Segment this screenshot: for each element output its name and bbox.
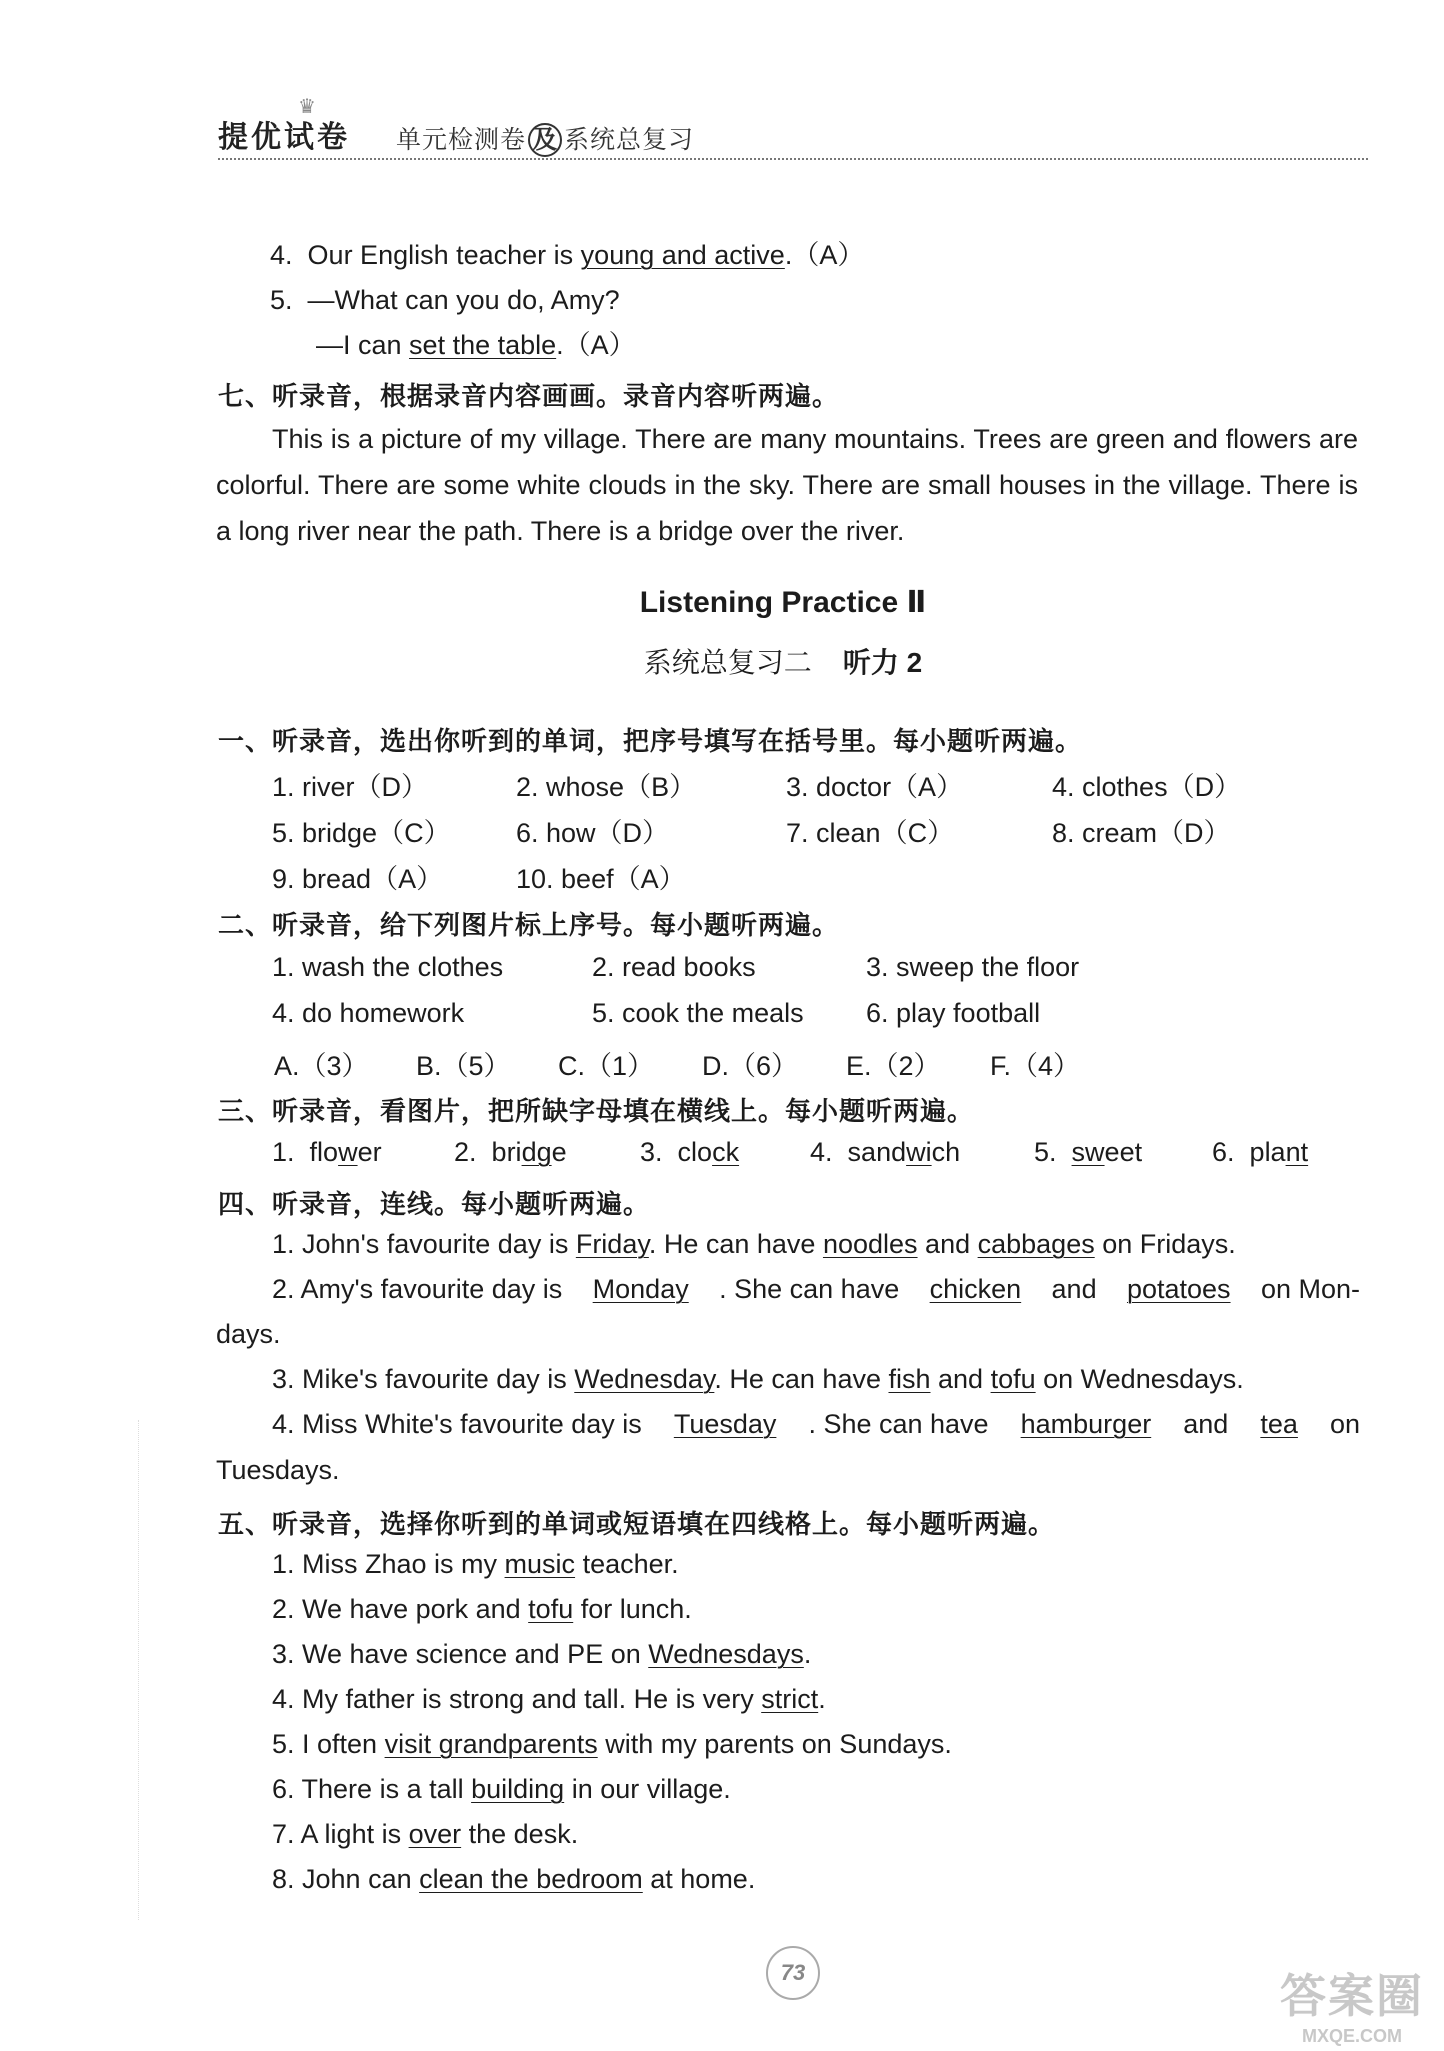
matching-line-wrap: days.	[216, 1319, 281, 1349]
answer-item: 5. bridge（C）	[272, 818, 451, 848]
answer-item: C.（1）	[558, 1051, 655, 1081]
spelling-item: 1. flower	[272, 1137, 382, 1167]
fill-line: 1. Miss Zhao is my music teacher.	[272, 1549, 679, 1579]
practice-subtitle: 系统总复习二 听力 2	[643, 647, 923, 678]
phrase-item: 3. sweep the floor	[866, 952, 1080, 982]
spelling-item: 3. clock	[640, 1137, 740, 1167]
fill-line: 2. We have pork and tofu for lunch.	[272, 1594, 692, 1624]
matching-line: 4. Miss White's favourite day is Tuesday . She can have hamburger and tea on	[272, 1409, 1360, 1439]
matching-line: 2. Amy's favourite day is Monday . She can have chicken and potatoes on Mon-	[272, 1274, 1360, 1304]
phrase-item: 6. play football	[866, 998, 1041, 1028]
fill-line: 3. We have science and PE on Wednesdays.	[272, 1639, 812, 1669]
answer-item: 1. river（D）	[272, 772, 429, 802]
phrase-item: 2. read books	[592, 952, 756, 982]
section-heading: 七、听录音，根据录音内容画画。录音内容听两遍。	[218, 381, 840, 411]
spelling-item: 4. sandwich	[810, 1137, 961, 1167]
fill-line: 8. John can clean the bedroom at home.	[272, 1864, 756, 1894]
phrase-item: 1. wash the clothes	[272, 952, 504, 982]
answer-item: D.（6）	[702, 1051, 799, 1081]
answer-item: 8. cream（D）	[1052, 818, 1231, 848]
fill-line: 6. There is a tall building in our village.	[272, 1774, 731, 1804]
series-mark: 及	[528, 123, 562, 157]
practice-title: Listening Practice Ⅱ	[639, 586, 927, 619]
section-heading: 二、听录音，给下列图片标上序号。每小题听两遍。	[218, 910, 840, 940]
answer-item: 6. how（D）	[516, 818, 670, 848]
spelling-item: 5. sweet	[1034, 1137, 1143, 1167]
spelling-item: 6. plant	[1212, 1137, 1309, 1167]
matching-line: 3. Mike's favourite day is Wednesday. He can have fish and tofu on Wednesdays.	[272, 1364, 1244, 1394]
phrase-item: 4. do homework	[272, 998, 465, 1028]
page-header	[218, 96, 1368, 160]
section-heading: 三、听录音，看图片，把所缺字母填在横线上。每小题听两遍。	[218, 1096, 975, 1126]
answer-item: 10. beef（A）	[516, 864, 686, 894]
fill-line: 4. My father is strong and tall. He is very strict.	[272, 1684, 826, 1714]
margin-mark	[138, 1420, 139, 1920]
section-heading: 五、听录音，选择你听到的单词或短语填在四线格上。每小题听两遍。	[218, 1509, 1056, 1539]
answer-item: 2. whose（B）	[516, 772, 697, 802]
brand-title: 提优试卷	[218, 120, 350, 155]
phrase-item: 5. cook the meals	[592, 998, 804, 1028]
answer-item: 4. clothes（D）	[1052, 772, 1242, 802]
fill-line: 5. I often visit grandparents with my parents on Sundays.	[272, 1729, 952, 1759]
page-number: 73	[766, 1946, 820, 2000]
answer-item: 3. doctor（A）	[786, 772, 964, 802]
header-divider	[218, 158, 1368, 160]
matching-line: 1. John's favourite day is Friday. He can have noodles and cabbages on Fridays.	[272, 1229, 1236, 1259]
answer-line: —I can set the table.（A）	[316, 330, 636, 360]
spelling-item: 2. bridge	[454, 1137, 567, 1167]
answer-line: 5. —What can you do, Amy?	[270, 285, 620, 315]
answer-item: A.（3）	[274, 1051, 369, 1081]
answer-item: E.（2）	[846, 1051, 941, 1081]
matching-line-wrap: Tuesdays.	[216, 1455, 340, 1485]
answer-line: 4. Our English teacher is young and active.（A）	[270, 240, 865, 270]
watermark-logo: 答案圈 MXQE.COM	[1280, 1970, 1424, 2046]
crown-icon: ♛	[298, 96, 316, 118]
passage: This is a picture of my village. There are many mountains. Trees are green and flowers are colorful. There are some white clouds in the sky. There are small houses in the village. There is a long river near the path. There is a bridge over the river.	[216, 424, 1358, 546]
answer-item: 7. clean（C）	[786, 818, 955, 848]
fill-line: 7. A light is over the desk.	[272, 1819, 579, 1849]
answer-item: B.（5）	[416, 1051, 511, 1081]
series-title: 单元检测卷 及 系统总复习	[396, 120, 694, 157]
answer-item: 9. bread（A）	[272, 864, 444, 894]
section-heading: 四、听录音，连线。每小题听两遍。	[218, 1189, 651, 1219]
answer-item: F.（4）	[990, 1051, 1081, 1081]
section-heading: 一、听录音，选出你听到的单词，把序号填写在括号里。每小题听两遍。	[218, 726, 1083, 756]
